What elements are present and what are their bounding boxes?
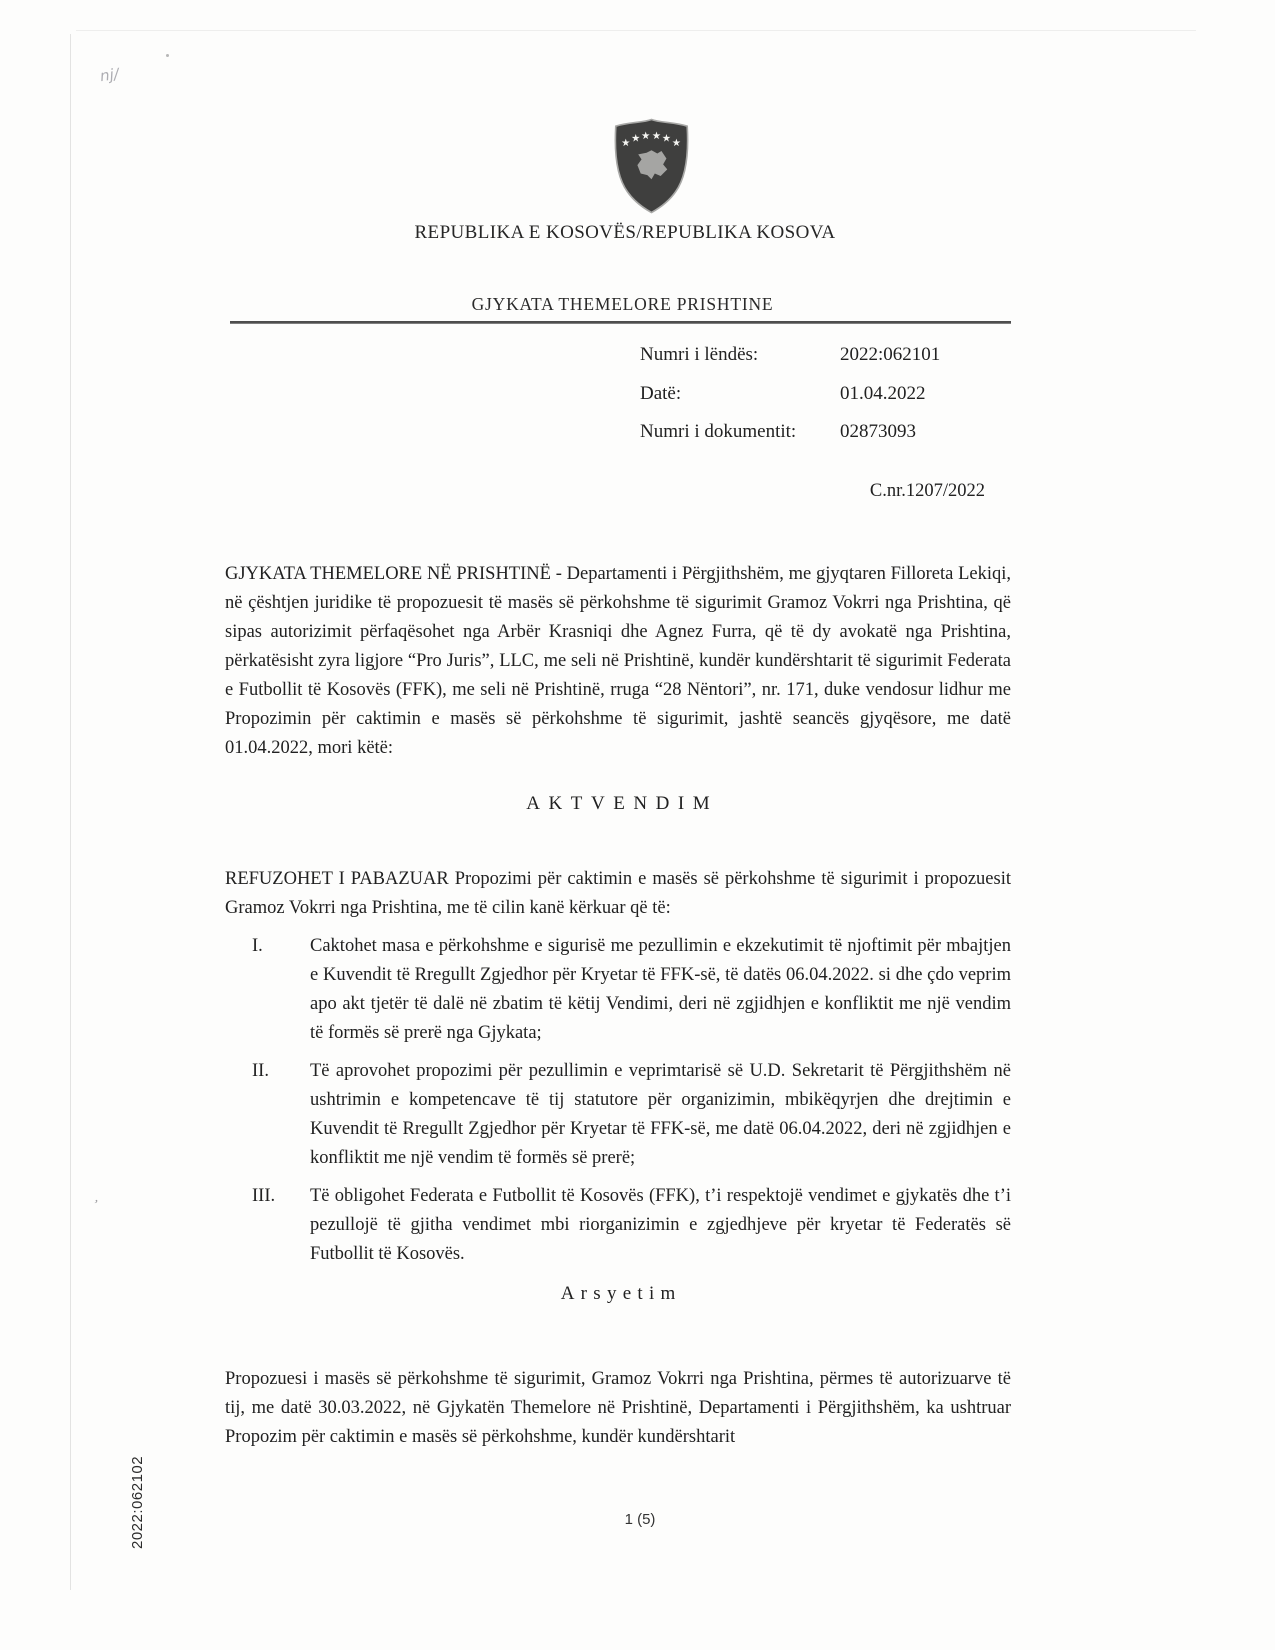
item-text: Caktohet masa e përkohshme e sigurisë me pezullimin e ekzekutimit të njoftimit për mbajtjen e Kuvendit të Rregullt Zgjedhor për Kryetar të FFK-së, të datës 06.04.2022. si dhe çdo veprim apo akt tjetër të dalë në zbatim të këtij Vendimi, deri në zgjidhjen e konfliktit me një vendim të formës së prerë nga Gjykata;	[310, 936, 1011, 1043]
meta-value: 02873093	[840, 421, 916, 442]
item-numeral: I.	[252, 936, 263, 956]
meta-label: Datë:	[640, 382, 682, 404]
meta-label: Numri i lëndës:	[640, 344, 759, 365]
intro-paragraph: GJYKATA THEMELORE NË PRISHTINË - Departamenti i Përgjithshëm, me gjyqtaren Filloreta Lekiqi, në çështjen juridike të propozuesit të masës së përkohshme të sigurimit Gramoz Vokrri nga Prishtina, që sipas autorizimit përfaqësohet nga Arbër Krasniqi dhe Agnez Furra, që të dy avokatë nga Prishtina, përkatësisht zyra ligjore “Pro Juris”, LLC, me seli në Prishtinë, kundër kundërshtarit të sigurimit Federata e Futbollit të Kosovës (FFK), me seli në Prishtinë, rruga “28 Nëntori”, nr. 171, duke vendosur lidhur me Propozimin për caktimin e masës së përkohshme të sigurimit, jashtë seancës gjyqësore, me datë 01.04.2022, mori këtë:	[225, 564, 1011, 758]
item-numeral: III.	[252, 1186, 276, 1206]
header-divider	[230, 321, 1011, 324]
list-item	[225, 1182, 1011, 1269]
refusal-paragraph: REFUZOHET I PABAZUAR Propozimi për caktimin e masës së përkohshme të sigurimit i propozuesit Gramoz Vokrri nga Prishtina, me të cilin kanë kërkuar që të:	[225, 869, 1011, 918]
meta-value: 2022:062101	[840, 344, 941, 365]
meta-value: 01.04.2022	[840, 382, 926, 404]
list-item	[225, 932, 1011, 1048]
scan-speck	[166, 54, 169, 57]
page-number: 1 (5)	[624, 1511, 656, 1528]
case-meta-block	[640, 336, 940, 452]
vertical-case-reference: 2022:062102	[129, 1455, 146, 1549]
handwritten-mark: nj/	[98, 64, 120, 86]
document-body	[225, 560, 1011, 1452]
item-text: Të obligohet Federata e Futbollit të Kosovës (FFK), t’i respektojë vendimet e gjykatës dhe t’i pezullojë të gjitha vendimet mbi riorganizimin e zgjedhjeve për kryetar të Federatës së Futbollit të Kosovës.	[310, 1186, 1011, 1264]
meta-row-case-number	[640, 336, 940, 375]
item-text: Të aprovohet propozimi për pezullimin e veprimtarisë së U.D. Sekretarit të Përgjithshëm në ushtrimin e kompetencave të tij statutore për organizimin, mbikëqyrjen dhe drejtimin e Kuvendit të Rregullt Zgjedhor për Kryetar të FFK-së, me datë 06.04.2022, deri në zgjidhjen e konfliktit me një vendim të formës së prerë;	[310, 1061, 1011, 1168]
reasoning-paragraph: Propozuesi i masës së përkohshme të sigurimit, Gramoz Vokrri nga Prishtina, përmes të autorizuarve të tij, me datë 30.03.2022, në Gjykatën Themelore në Prishtinë, Departamenti i Përgjithshëm, ka ushtruar Propozim për caktimin e masës së përkohshme, kundër kundërshtarit	[225, 1369, 1011, 1447]
item-numeral: II.	[252, 1061, 269, 1081]
decision-list	[225, 932, 1011, 1269]
republic-title: REPUBLIKA E KOSOVËS/REPUBLIKA KOSOVA	[414, 222, 836, 243]
meta-label: Numri i dokumentit:	[640, 421, 797, 442]
meta-row-date	[640, 375, 940, 414]
scan-edge-artifact	[76, 30, 1196, 31]
reasoning-heading: Arsyetim	[560, 1283, 682, 1304]
list-item	[225, 1057, 1011, 1173]
court-name: GJYKATA THEMELORE PRISHTINE	[471, 294, 774, 314]
scan-edge-artifact	[70, 34, 71, 1590]
meta-row-document-number	[640, 413, 940, 452]
case-reference-number: C.nr.1207/2022	[869, 481, 985, 501]
kosovo-coat-of-arms-icon	[610, 117, 693, 215]
decision-heading: AKTVENDIM	[526, 793, 719, 814]
margin-tick-mark: ’	[91, 1197, 100, 1214]
